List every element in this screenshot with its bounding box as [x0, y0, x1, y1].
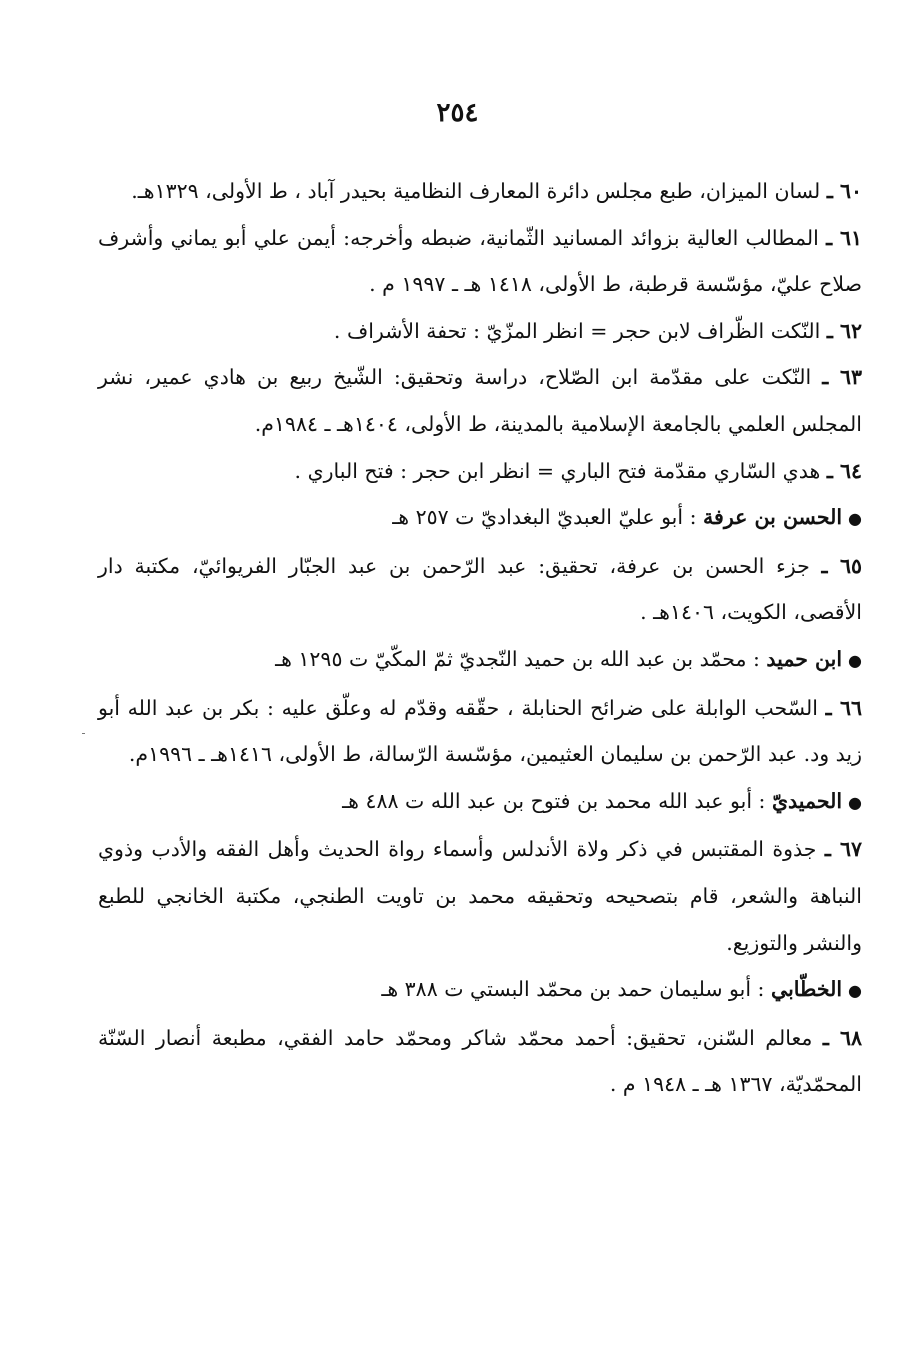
entry-text: جزء الحسن بن عرفة، تحقيق: عبد الرّحمن بن عبد الجبّار الفريوائيّ، مكتبة دار الأقصى، الكويت، ١٤٠٦هـ . [98, 553, 862, 625]
author-heading [98, 494, 862, 543]
entry-text: جذوة المقتبس في ذكر ولاة الأندلس وأسماء رواة الحديث وأهل الفقه والأدب وذوي النباهة والشعر، قام بتصحيحه وتحقيقه محمد بن تاويت الطنجي، مكتبة الخانجي للطبع والنشر والتوزيع. [98, 837, 862, 955]
scan-mark [82, 733, 85, 734]
bibliography-entry [98, 826, 862, 966]
bullet-icon: ● [848, 509, 862, 529]
author-heading [98, 966, 862, 1015]
entry-number: ٦٤ ـ [826, 458, 862, 483]
author-details: : محمّد بن عبد الله بن حميد النّجديّ ثمّ المكّيّ ت ١٢٩٥ هـ [275, 646, 760, 671]
entry-number: ٦٥ ـ [821, 553, 862, 578]
author-heading [98, 636, 862, 685]
bibliography-entry [98, 685, 862, 778]
bibliography-entry [98, 308, 862, 355]
entry-text: هدي السّاري مقدّمة فتح الباري = انظر ابن حجر : فتح الباري . [294, 458, 821, 483]
bibliography-list [98, 168, 862, 1108]
entry-number: ٦٧ ـ [824, 837, 862, 862]
author-details: : أبو عبد الله محمد بن فتوح بن عبد الله ت ٤٨٨ هـ [342, 788, 766, 813]
bibliography-entry [98, 354, 862, 447]
entry-text: السّحب الوابلة على ضرائح الحنابلة ، حقّقه وقدّم له وعلّق عليه : بكر بن عبد الله أبو زيد ود. عبد الرّحمن بن سليمان العثيمين، مؤسّسة الرّسالة، ط الأولى، ١٤١٦هـ ـ ١٩٩٦م. [98, 695, 862, 767]
entry-text: لسان الميزان، طبع مجلس دائرة المعارف النظامية بحيدر آباد ، ط الأولى، ١٣٢٩هـ. [131, 179, 821, 203]
bullet-icon: ● [848, 792, 862, 812]
entry-text: معالم السّنن، تحقيق: أحمد محمّد شاكر ومحمّد حامد الفقي، مطبعة أنصار السّنّة المحمّديّة، ١٣٦٧ هـ ـ ١٩٤٨ م . [98, 1025, 862, 1097]
entry-number: ٦٨ ـ [822, 1025, 862, 1050]
entry-number: ٦٣ ـ [822, 365, 862, 390]
author-heading [98, 778, 862, 827]
bullet-icon: ● [848, 981, 862, 1001]
entry-number: ٦١ ـ [826, 225, 862, 250]
author-name: الحميديّ [772, 788, 843, 813]
bibliography-entry [98, 448, 862, 495]
entry-text: النّكت على مقدّمة ابن الصّلاح، دراسة وتحقيق: الشّيخ ربيع بن هادي عمير، نشر المجلس العلمي بالجامعة الإسلامية بالمدينة، ط الأولى، ١٤٠٤هـ ـ ١٩٨٤م. [98, 365, 862, 436]
bibliography-entry [98, 1015, 862, 1108]
author-details: : أبو عليّ العبديّ البغداديّ ت ٢٥٧ هـ [392, 505, 697, 530]
entry-text: النّكت الظّراف لابن حجر = انظر المزّيّ : تحفة الأشراف . [333, 318, 821, 343]
entry-number: ٦٠ ـ [826, 179, 862, 203]
entry-text: المطالب العالية بزوائد المسانيد الثّمانية، ضبطه وأخرجه: أيمن علي أبو يماني وأشرف صلاح عليّ، مؤسّسة قرطبة، ط الأولى، ١٤١٨ هـ ـ ١٩٩٧ م . [98, 225, 862, 297]
page-number: ٢٥٤ [436, 98, 479, 128]
bullet-icon: ● [848, 650, 862, 670]
author-name: الحسن بن عرفة [703, 505, 843, 530]
bibliography-entry [98, 543, 862, 636]
author-details: : أبو سليمان حمد بن محمّد البستي ت ٣٨٨ هـ [381, 977, 765, 1002]
bibliography-entry [98, 168, 862, 215]
entry-number: ٦٢ ـ [826, 318, 862, 343]
bibliography-entry [98, 215, 862, 308]
author-name: ابن حميد [766, 646, 843, 671]
author-name: الخطّابي [771, 977, 843, 1002]
entry-number: ٦٦ ـ [825, 695, 862, 720]
